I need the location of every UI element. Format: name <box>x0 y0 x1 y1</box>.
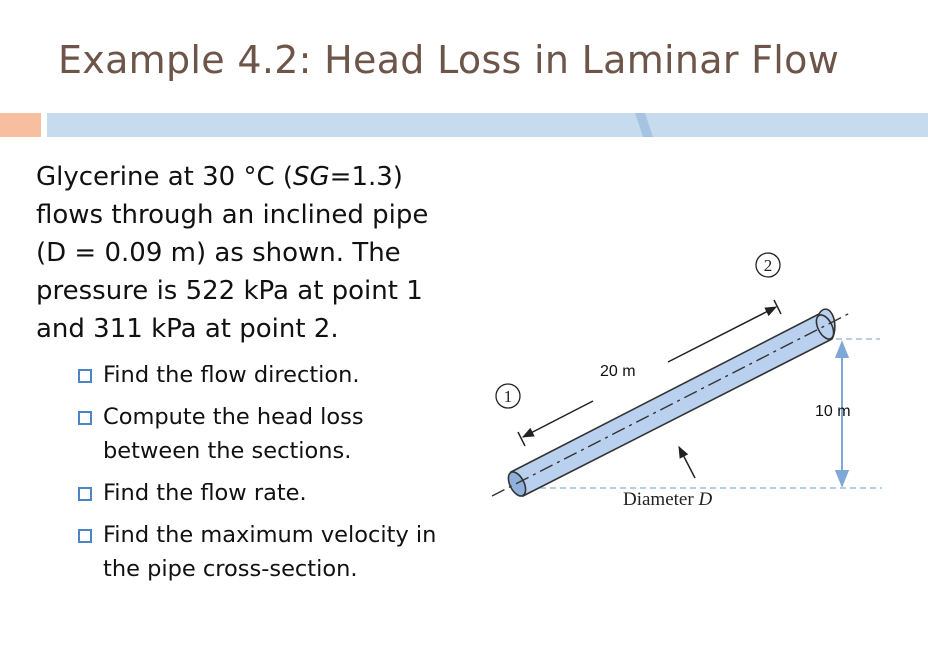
square-bullet-icon <box>78 369 92 383</box>
point-2-marker <box>756 253 780 277</box>
point-1-marker <box>496 384 520 408</box>
slide-title: Example 4.2: Head Loss in Laminar Flow <box>58 38 840 82</box>
diameter-pointer <box>679 447 695 478</box>
problem-line-3: (D = 0.09 m) as shown. The <box>36 238 401 268</box>
length-arrow-left <box>523 401 593 437</box>
square-bullet-icon <box>78 529 92 543</box>
task-text: Compute the head loss between the sections. <box>103 404 364 464</box>
task-item <box>76 476 476 510</box>
problem-line-1: Glycerine at 30 °C (SG=1.3) <box>36 162 403 192</box>
task-text: Find the maximum velocity in the pipe cross-section. <box>103 522 437 582</box>
task-item <box>76 358 476 392</box>
task-list <box>76 358 476 594</box>
problem-line-4: pressure is 522 kPa at point 1 <box>36 276 423 306</box>
task-text: Find the flow rate. <box>103 480 307 506</box>
point-1-tick <box>518 432 525 446</box>
specific-gravity-symbol: SG <box>293 162 330 192</box>
task-item <box>76 518 476 586</box>
task-text: Find the flow direction. <box>103 362 360 388</box>
problem-line-2: flows through an inclined pipe <box>36 200 429 230</box>
square-bullet-icon <box>78 411 92 425</box>
header-accent-bar-orange <box>0 113 41 137</box>
length-label: 20 m <box>600 363 636 380</box>
problem-line-5: and 311 kPa at point 2. <box>36 314 339 344</box>
svg-text:2: 2 <box>763 256 773 275</box>
diameter-label: Diameter D <box>623 489 713 510</box>
task-item <box>76 400 476 468</box>
problem-statement <box>36 158 476 348</box>
height-label: 10 m <box>815 403 851 420</box>
header-accent-bar-blue <box>47 113 928 137</box>
square-bullet-icon <box>78 487 92 501</box>
svg-text:1: 1 <box>503 387 513 406</box>
inclined-pipe-diagram <box>470 240 910 540</box>
